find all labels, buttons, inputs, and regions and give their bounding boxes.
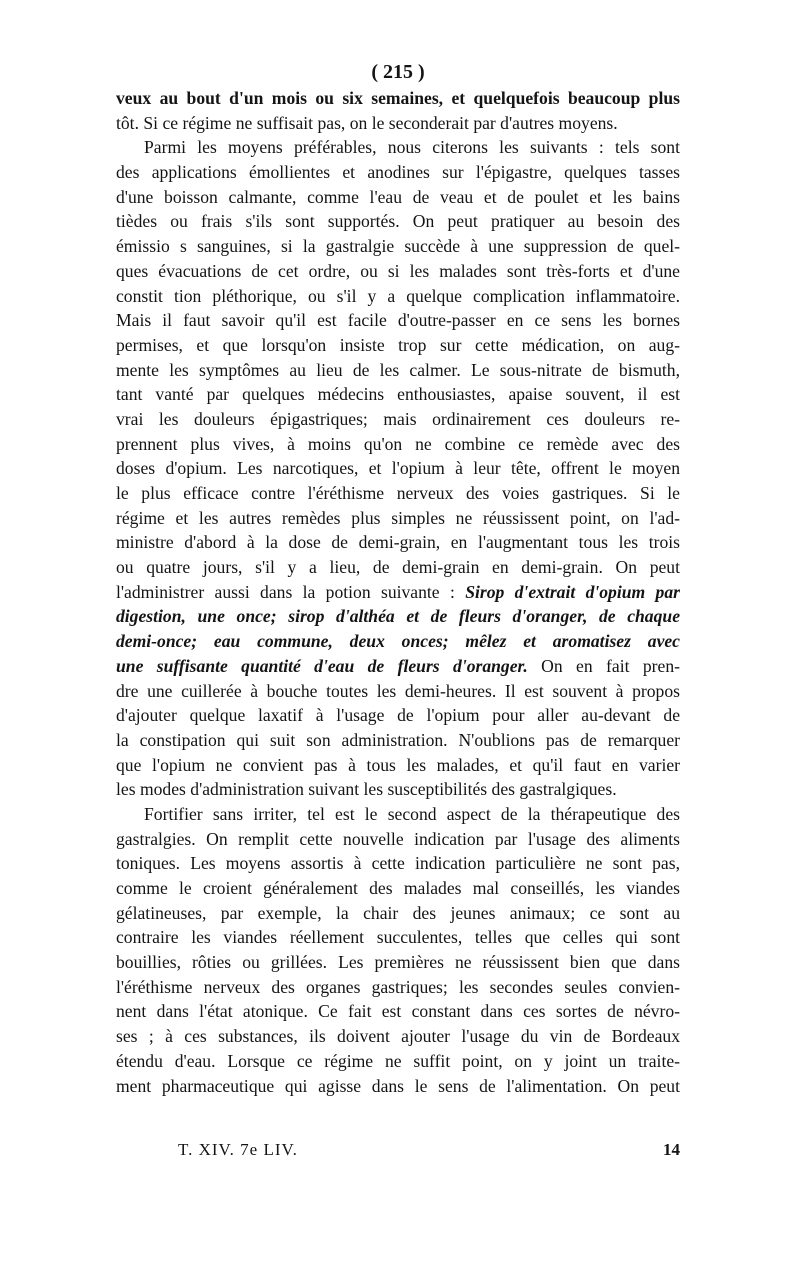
text-line bbox=[116, 827, 680, 852]
text-line bbox=[116, 432, 680, 457]
text-run: permises, et que lorsqu'on insiste trop sur cette médication, on aug- bbox=[116, 334, 680, 355]
text-line bbox=[116, 679, 680, 704]
text-run: régime et les autres remèdes plus simples ne réussissent point, on l'ad- bbox=[116, 507, 680, 528]
text-line bbox=[116, 753, 680, 778]
text-line bbox=[116, 259, 680, 284]
text-line bbox=[116, 604, 680, 629]
text-run: ment pharmaceutique qui agisse dans le sens de l'alimentation. On peut bbox=[116, 1075, 680, 1096]
text-run: le plus efficace contre l'éréthisme nerveux des voies gastriques. Si le bbox=[116, 483, 680, 503]
text-line bbox=[116, 382, 680, 407]
text-run: dre une cuillerée à bouche toutes les demi-heures. Il est souvent à propos bbox=[116, 680, 680, 701]
text-line bbox=[116, 135, 680, 160]
text-run: tièdes ou frais s'ils sont supportés. On peut pratiquer au besoin des bbox=[116, 211, 680, 232]
text-line bbox=[116, 358, 680, 383]
text-run: ques évacuations de cet ordre, ou si les malades sont très-forts et d'une bbox=[116, 260, 680, 281]
text-run: gélatineuses, par exemple, la chair des jeunes animaux; ce sont au bbox=[116, 902, 680, 923]
text-line bbox=[116, 86, 680, 111]
text-run: Fortifier sans irriter, tel est le second aspect de la thérapeutique des bbox=[144, 803, 680, 824]
text-line bbox=[116, 728, 680, 753]
recipe-italic-run: une suffisante quantité d'eau de fleurs d'oranger. bbox=[116, 655, 528, 676]
text-run: Parmi les moyens préférables, nous citerons les suivants : tels sont bbox=[144, 137, 680, 158]
text-run: mente les symptômes au lieu de les calmer. Le sous-nitrate de bismuth, bbox=[116, 359, 680, 380]
text-line bbox=[116, 1049, 680, 1074]
text-line bbox=[116, 530, 680, 555]
text-line bbox=[116, 209, 680, 234]
text-run: étendu d'eau. Lorsque ce régime ne suffit point, on y joint un traite- bbox=[116, 1050, 680, 1071]
text-line bbox=[116, 777, 680, 802]
text-run: tant vanté par quelques médecins enthousiastes, apaise souvent, il est bbox=[116, 384, 680, 405]
text-run: contraire les viandes réellement succulentes, telles que celles qui sont bbox=[116, 927, 680, 948]
text-run: ou quatre jours, s'il y a lieu, de demi-grain en demi-grain. On peut bbox=[116, 557, 680, 578]
text-line bbox=[116, 999, 680, 1024]
text-line bbox=[116, 506, 680, 531]
text-run: bouillies, rôties ou grillées. Les premières ne réussissent bien que dans bbox=[116, 952, 680, 973]
recipe-italic-run: demi-once; eau commune, deux onces; mêlez et aromatisez avec bbox=[116, 631, 680, 652]
text-line bbox=[116, 1024, 680, 1049]
recipe-italic-run: Sirop d'extrait d'opium par bbox=[465, 581, 680, 602]
text-run: des applications émollientes et anodines sur l'épigastre, quelques tasses bbox=[116, 162, 680, 183]
text-run: d'une boisson calmante, comme l'eau de veau et de poulet et les bains bbox=[116, 186, 680, 207]
text-line bbox=[116, 234, 680, 259]
text-run: constit tion pléthorique, ou s'il y a quelque complication inflammatoire. bbox=[116, 285, 680, 306]
text-line bbox=[116, 111, 680, 136]
sheet-number: 14 bbox=[663, 1140, 680, 1159]
text-line bbox=[116, 851, 680, 876]
text-column bbox=[116, 86, 680, 1098]
text-line bbox=[116, 950, 680, 975]
text-run: émissio s sanguines, si la gastralgie succède à une suppression de quel- bbox=[116, 236, 680, 257]
text-line bbox=[116, 629, 680, 654]
text-run: On en fait pren- bbox=[527, 655, 680, 676]
text-run: tôt. Si ce régime ne suffisait pas, on le seconderait par d'autres moyens. bbox=[116, 112, 618, 133]
text-line bbox=[116, 703, 680, 728]
text-line bbox=[116, 654, 680, 679]
signature-mark: T. XIV. 7e LIV. bbox=[178, 1140, 298, 1159]
text-line bbox=[116, 876, 680, 901]
text-run: d'ajouter quelque laxatif à l'usage de l'opium pour aller au-devant de bbox=[116, 705, 680, 726]
text-run: l'administrer aussi dans la potion suivante : bbox=[116, 581, 466, 602]
page-number: ( 215 ) bbox=[371, 61, 425, 83]
text-run: que l'opium ne convient pas à tous les malades, et qu'il faut en varier bbox=[116, 754, 680, 775]
text-line bbox=[116, 1074, 680, 1099]
text-line bbox=[116, 555, 680, 580]
text-run: ses ; à ces substances, ils doivent ajouter l'usage du vin de Bordeaux bbox=[116, 1026, 680, 1047]
text-run: l'éréthisme nerveux des organes gastriques; les secondes seules convien- bbox=[116, 976, 680, 997]
text-run: doses d'opium. Les narcotiques, et l'opium à leur tête, offrent le moyen bbox=[116, 458, 680, 479]
text-run: gastralgies. On remplit cette nouvelle indication par l'usage des aliments bbox=[116, 828, 680, 849]
text-line bbox=[116, 456, 680, 481]
text-run: la constipation qui suit son administration. N'oublions pas de remarquer bbox=[116, 729, 680, 750]
text-line bbox=[116, 975, 680, 1000]
text-run: veux au bout d'un mois ou six semaines, et quelquefois beaucoup plus bbox=[116, 88, 680, 108]
text-line bbox=[116, 284, 680, 309]
text-line bbox=[116, 185, 680, 210]
text-line bbox=[116, 308, 680, 333]
text-line bbox=[116, 333, 680, 358]
text-line bbox=[116, 901, 680, 926]
page-footer bbox=[116, 1140, 680, 1164]
text-run: comme le croient généralement des malades mal conseillés, les viandes bbox=[116, 878, 680, 898]
text-run: nent dans l'état atonique. Ce fait est constant dans ces sortes de névro- bbox=[116, 1001, 680, 1022]
text-line bbox=[116, 160, 680, 185]
text-run: toniques. Les moyens assortis à cette indication particulière ne sont pas, bbox=[116, 853, 680, 874]
recipe-italic-run: digestion, une once; sirop d'althéa et de fleurs d'oranger, de chaque bbox=[116, 606, 680, 627]
page-body bbox=[116, 58, 680, 1098]
text-run: prennent plus vives, à moins qu'on ne combine ce remède avec des bbox=[116, 433, 680, 454]
text-run: Mais il faut savoir qu'il est facile d'outre-passer en ce sens les bornes bbox=[116, 310, 680, 331]
text-line bbox=[116, 925, 680, 950]
text-line bbox=[116, 802, 680, 827]
text-line bbox=[116, 580, 680, 605]
text-line bbox=[116, 407, 680, 432]
text-run: vrai les douleurs épigastriques; mais ordinairement ces douleurs re- bbox=[116, 408, 680, 429]
text-line bbox=[116, 481, 680, 506]
text-run: les modes d'administration suivant les susceptibilités des gastralgiques. bbox=[116, 779, 617, 800]
text-run: ministre d'abord à la dose de demi-grain, en l'augmentant tous les trois bbox=[116, 532, 680, 553]
